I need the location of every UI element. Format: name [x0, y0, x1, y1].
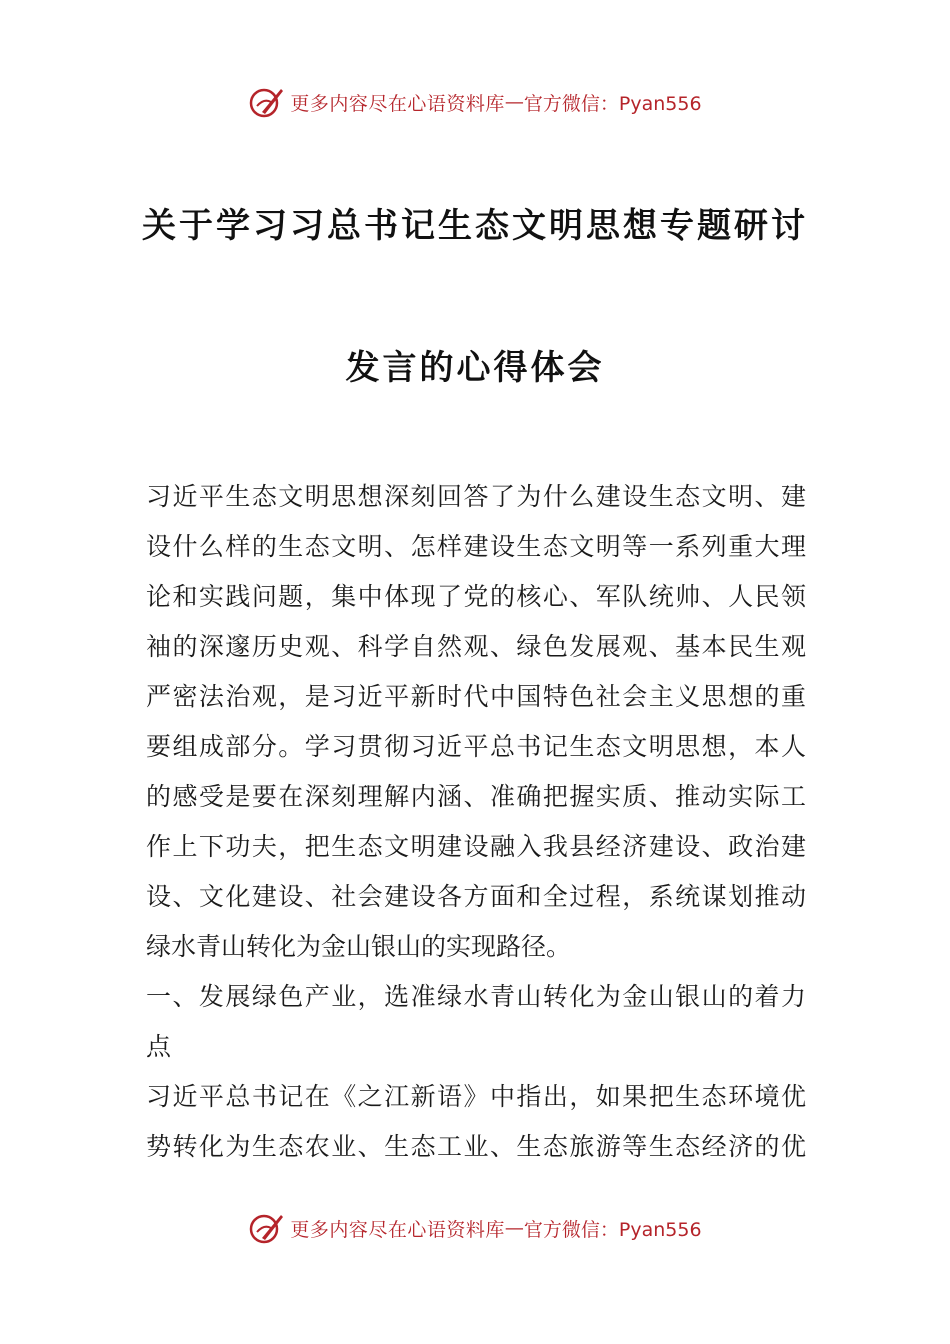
- body-line: 设什么样的生态文明、怎样建设生态文明等一系列重大理: [146, 532, 806, 561]
- body-line: 要组成部分。学习贯彻习近平总书记生态文明思想，本人: [146, 732, 806, 761]
- footer-brand-text: 更多内容尽在心语资料库: [290, 1218, 505, 1241]
- body-line: 绿水青山转化为金山银山的实现路径。: [146, 932, 572, 961]
- footer-account-text: 官方微信：Pyan556: [523, 1218, 702, 1241]
- body-line: 设、文化建设、社会建设各方面和全过程，系统谋划推动: [146, 882, 806, 911]
- header-brand-text: 更多内容尽在心语资料库: [290, 92, 505, 115]
- document-title-line-1: 关于学习习总书记生态文明思想专题研讨: [142, 206, 808, 246]
- body-line: 习近平总书记在《之江新语》中指出，如果把生态环境优: [146, 1082, 806, 1111]
- body-line: 论和实践问题，集中体现了党的核心、军队统帅、人民领: [146, 582, 806, 611]
- section-heading-line: 点: [146, 1032, 172, 1061]
- header-separator: —: [504, 91, 524, 113]
- pen-logo-icon: [248, 84, 284, 120]
- body-line: 习近平生态文明思想深刻回答了为什么建设生态文明、建: [146, 482, 806, 511]
- body-line: 势转化为生态农业、生态工业、生态旅游等生态经济的优: [146, 1132, 806, 1161]
- document-title-line-2: 发言的心得体会: [345, 348, 605, 388]
- footer-watermark: [0, 1203, 950, 1253]
- pen-logo-icon: [248, 1210, 284, 1246]
- header-watermark: [0, 77, 950, 127]
- footer-separator: —: [504, 1217, 524, 1239]
- body-line: 袖的深邃历史观、科学自然观、绿色发展观、基本民生观: [146, 632, 806, 661]
- section-heading-line: 一、发展绿色产业，选准绿水青山转化为金山银山的着力: [146, 982, 806, 1011]
- body-line: 的感受是要在深刻理解内涵、准确把握实质、推动实际工: [146, 782, 806, 811]
- body-line: 严密法治观，是习近平新时代中国特色社会主义思想的重: [146, 682, 806, 711]
- header-account-text: 官方微信：Pyan556: [523, 92, 702, 115]
- body-line: 作上下功夫，把生态文明建设融入我县经济建设、政治建: [146, 832, 806, 861]
